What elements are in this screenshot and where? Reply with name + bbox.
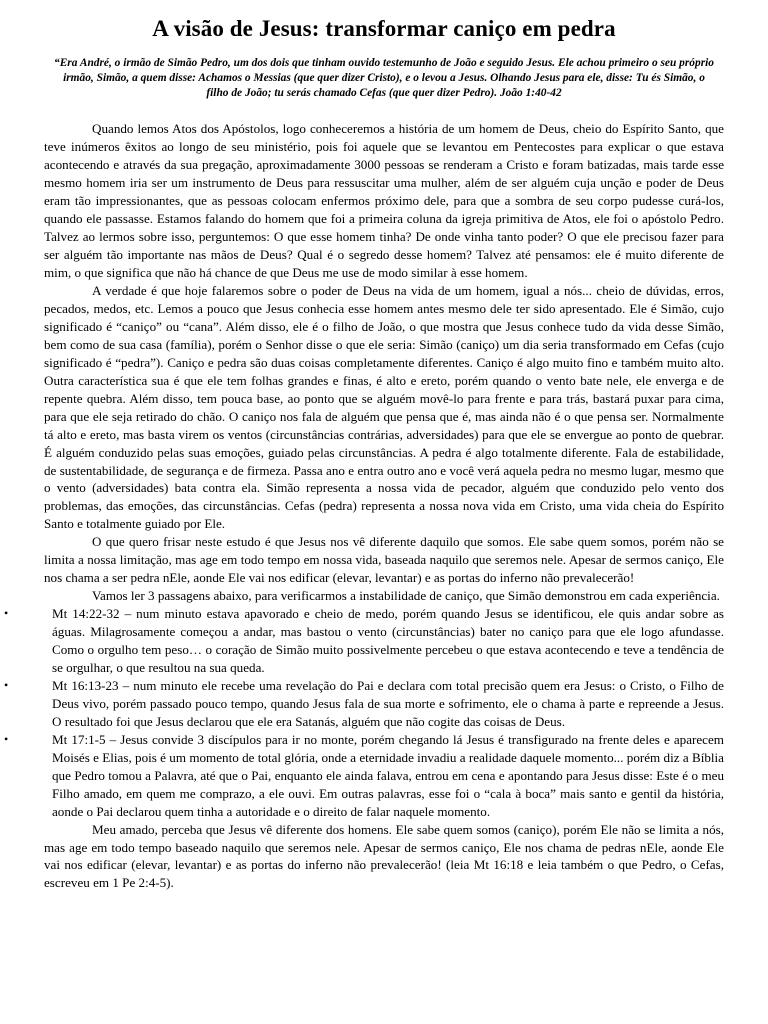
bullet-icon: • xyxy=(4,677,9,692)
passage-list-item xyxy=(4,731,724,821)
passage-text: Mt 17:1-5 – Jesus convide 3 discípulos para ir no monte, porém chegando lá Jesus é transfigurado na frente deles e aparecem Moisés e Elias, pois é um momento de total glória, onde a eternidade invadiu a realidade daquele momento... porém diz a Bíblia que Pedro tomou a Palavra, até que o Pai, enquanto ele ainda falava, entrou em cena e apontando para Jesus disse: Este é o meu Filho amado, em quem me comprazo, a ele ouvi. Em outras palavras, esse foi o “cala à boca” mais santo e gentil da história, aonde o Pai declarou quem tinha a autoridade e o direito de falar naquele momento. xyxy=(52,731,724,819)
document-title: A visão de Jesus: transformar caniço em pedra xyxy=(152,16,616,41)
body-paragraph: Vamos ler 3 passagens abaixo, para verificarmos a instabilidade de caniço, que Simão demonstrou em cada experiência. xyxy=(92,588,720,604)
passage-text: Mt 16:13-23 – num minuto ele recebe uma revelação do Pai e declara com total precisão quem era Jesus: o Cristo, o Filho de Deus vivo, porém passado pouco tempo, quando Jesus fala de sua morte e sofrimento, ele o chama à parte e repreende a Jesus. O resultado foi que Jesus declarou que ele era Satanás, alguém que não cogite das coisas de Deus. xyxy=(52,677,724,729)
passage-text: Mt 14:22-32 – num minuto estava apavorado e cheio de medo, porém quando Jesus se identificou, ele quis andar sobre as águas. Milagrosamente começou a andar, mas bastou o vento (circunstâncias) bater no caniço para que ele logo afundasse. Como o orgulho tem peso… o coração de Simão muito possivelmente percebeu o que estava acontecendo e teve a tendência de se orgulhar, o que resultou na sua queda. xyxy=(52,606,724,675)
body-paragraph: O que quero frisar neste estudo é que Jesus nos vê diferente daquilo que somos. Ele sabe quem somos, porém não se limita a nossa limitação, mas age em todo tempo em nossa vida, baseada naquilo que seremos nele. Apesar de sermos caniço, Ele nos chama a ser pedra nEle, aonde Ele vai nos edificar (elevar, levantar) e as portas do inferno não prevalecerão! xyxy=(44,534,724,586)
body-paragraph: Quando lemos Atos dos Apóstolos, logo conheceremos a história de um homem de Deus, cheio do Espírito Santo, que teve inúmeros êxitos ao longo de seu ministério, pois foi aquele que se levantou em Pentecostes para explicar o que estava acontecendo e através da sua pregação, aproximadamente 3000 pessoas se renderam a Cristo e foram batizadas, mais tarde esse mesmo homem iria ser um instrumento de Deus para ressuscitar uma mulher, além de ser alguém cuja unção e poder de Deus eram tão impressionantes, que as pessoas colocam enfermos próximo dele, para que a sombra de seu corpo pudesse curá-los, quando ele passasse. Estamos falando do homem que foi a primeira coluna da igreja primitiva de Atos, ele foi o apóstolo Pedro. Talvez ao lermos sobre isso, perguntemos: O que esse homem tinha? De onde vinha tanto poder? O que ele precisou fazer para ser alguém tão importante nas mãos de Deus? Qual é o segredo desse homem? Talvez até pensamos: ele é muito diferente de mim, o que significa que não há chance de que Deus me use de modo similar à esse homem. xyxy=(44,121,724,281)
epigraph-quote: “Era André, o irmão de Simão Pedro, um dos dois que tinham ouvido testemunho de João e seguido Jesus. Ele achou primeiro o seu próprio irmão, Simão, a quem disse: Achamos o Messias (que quer dizer Cristo), e o levou a Jesus. Olhando Jesus para ele, disse: Tu és Simão, o filho de João; tu serás chamado Cefas (que quer dizer Pedro). João 1:40-42 xyxy=(54,57,714,99)
bullet-icon: • xyxy=(4,731,9,746)
document-page xyxy=(4,14,724,892)
body-paragraph: A verdade é que hoje falaremos sobre o poder de Deus na vida de um homem, igual a nós... cheio de dúvidas, erros, pecados, medos, etc. Lemos a pouco que Jesus conhecia esse homem antes mesmo dele ter sido apresentado. Ele é Simão, cujo significado é “caniço” ou “cana”. Além disso, ele é o filho de João, o que mostra que Jesus conhece tudo da vida desse Simão, bem como de sua casa (família), porém o Senhor disse o que ele seria: Simão (caniço) um dia seria transformado em Cefas (cujo significado é “pedra”). Caniço e pedra são duas coisas completamente diferentes. Caniço é algo muito fino e também muito alto. Outra característica sua é que ele tem folhas grandes e finas, é alto e ereto, porém quando o vento bate nele, ele enverga e de repente quebra. Além disso, tem pouca base, ao ponto que se alguém movê-lo para frente e para trás, bastará puxar para cima, para que ele seja retirado do chão. O caniço nos fala de alguém que pensa que é, mas ainda não é o que pensa ser. Normalmente tá alto e ereto, mas basta virem os ventos (circunstâncias contrárias, adversidades) para que ele se envergue ao ponto de quebrar. É alguém conduzido pelas suas emoções, guiado pelas circunstâncias. A pedra é algo totalmente diferente. Fala de estabilidade, de sustentabilidade, de segurança e de firmeza. Passa ano e entra outro ano e você verá aquela pedra no mesmo lugar, mesmo que o vento (adversidades) bata contra ela. Simão representa a nossa vida de pecador, alguém que conduzido pelo vento dos problemas, das emoções, das circunstâncias. Cefas (pedra) representa a nossa nova vida em Cristo, uma vida cheia do Espírito Santo e totalmente guiado por Ele. xyxy=(44,282,724,532)
passage-list-item xyxy=(4,677,724,731)
closing-paragraph: Meu amado, perceba que Jesus vê diferente dos homens. Ele sabe quem somos (caniço), porém Ele não se limita a nós, mas age em todo tempo baseado naquilo que seremos nele. Apesar de sermos caniço, Ele nos chama de pedras nEle, aonde Ele vai nos edificar (elevar, levantar) e as portas do inferno não prevalecerão! (leia Mt 16:18 e leia também o que Pedro, o Cefas, escreveu em 1 Pe 2:4-5). xyxy=(44,821,724,891)
passage-list-item xyxy=(4,605,724,677)
document-body xyxy=(4,120,724,892)
bullet-icon: • xyxy=(4,606,9,621)
passage-list xyxy=(4,605,724,820)
